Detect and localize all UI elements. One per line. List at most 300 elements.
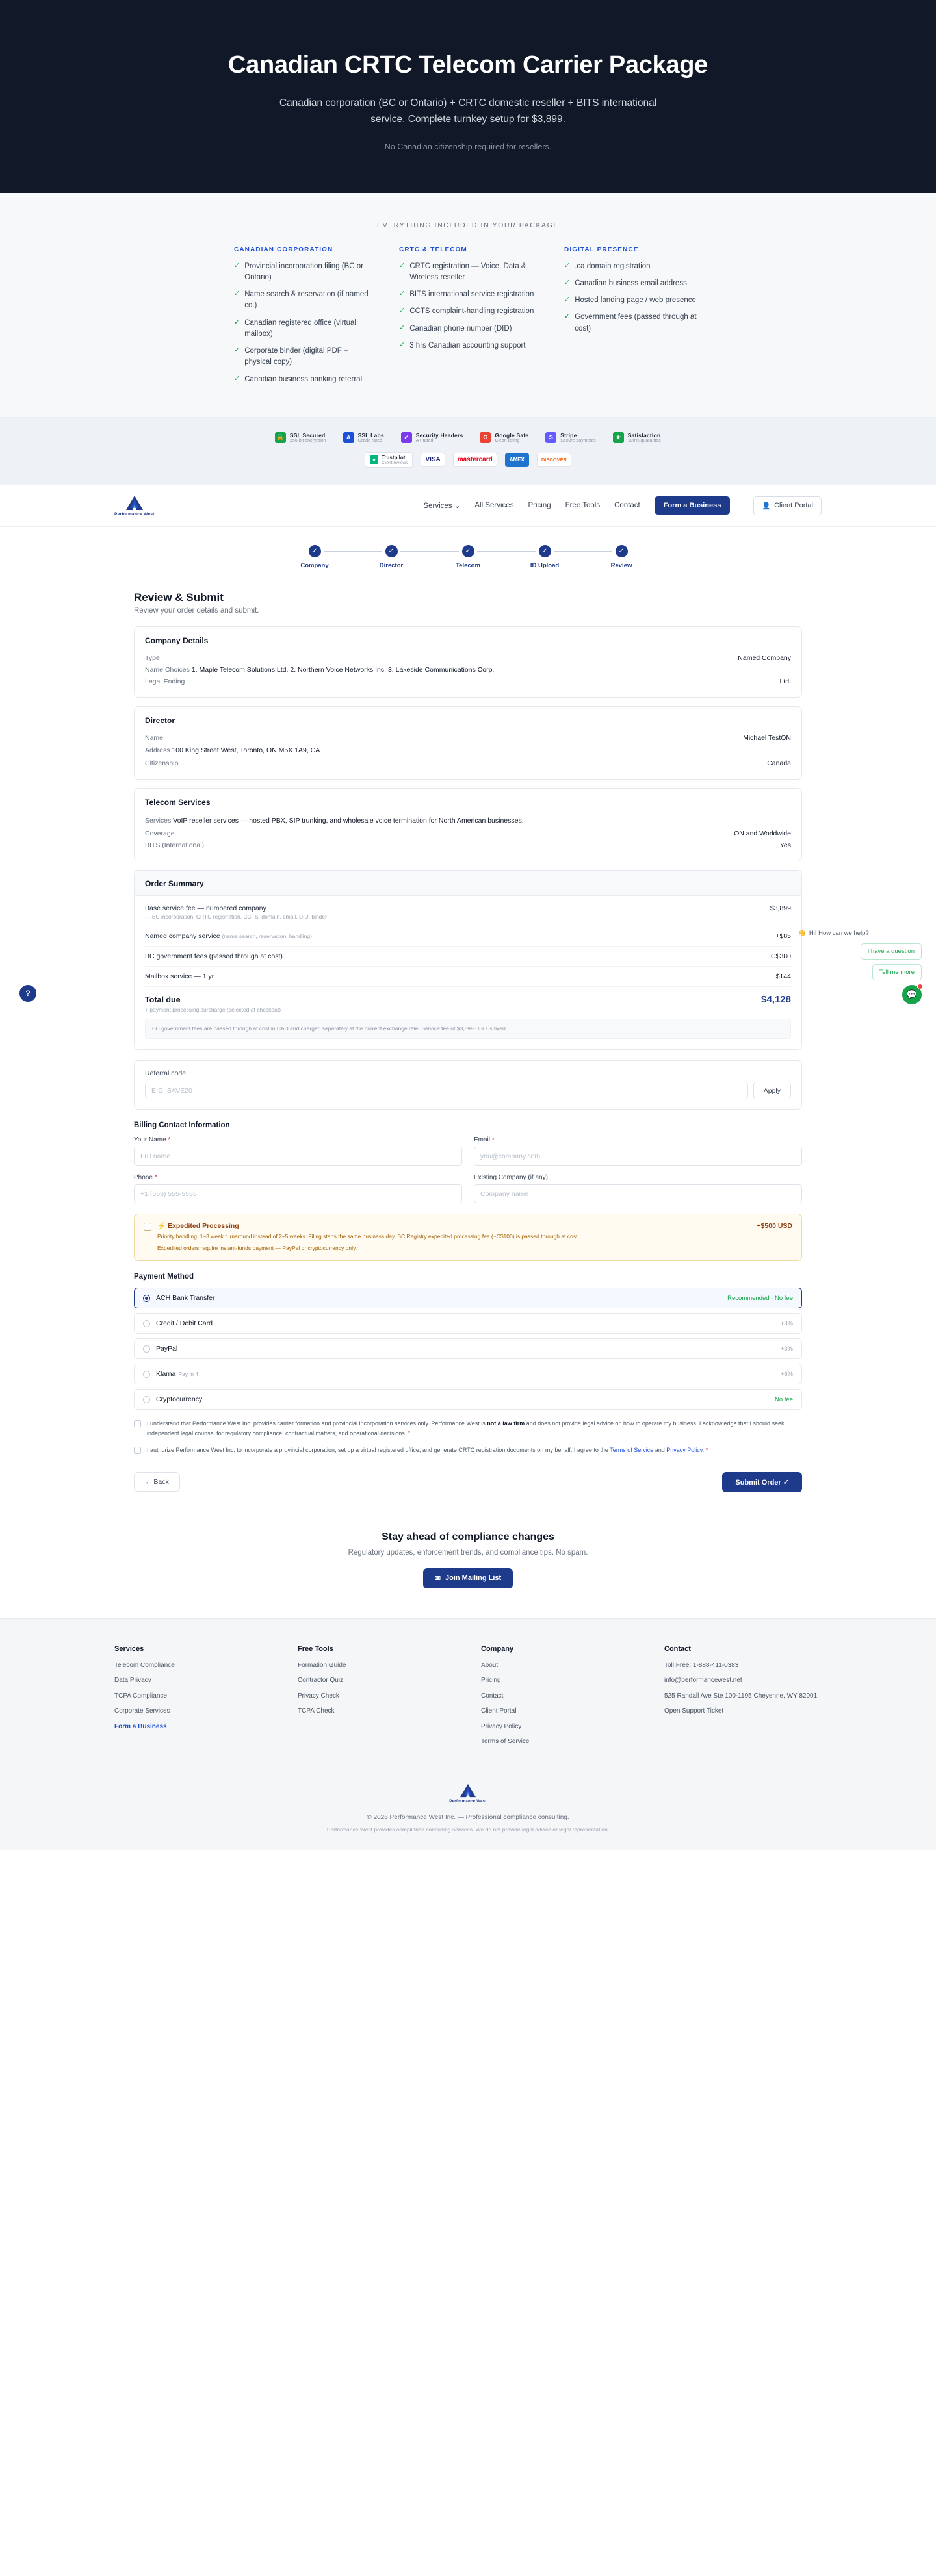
check-icon: ✓ <box>462 545 474 557</box>
footer-column-contact <box>664 1645 822 1753</box>
trust-badge-sub: Grade rated <box>358 438 382 443</box>
consent-text-2: and does not provide legal advice on how to operate my business. I acknowledge that I should seek independent legal counsel for regulatory compliance, contractual matters, and operational decisions. <box>147 1420 785 1437</box>
footer-column-company <box>481 1645 638 1753</box>
payment-option-crypto[interactable] <box>134 1389 802 1410</box>
package-item-label: Government fees (passed through at cost) <box>575 313 697 333</box>
footer-link-tcpa-check[interactable]: TCPA Check <box>298 1707 335 1715</box>
chat-unread-dot <box>917 984 923 989</box>
nav-item-free-tools[interactable]: Free Tools <box>565 502 601 510</box>
package-item-label: CCTS complaint-handling registration <box>410 307 534 316</box>
order-line-government-fees <box>145 947 791 967</box>
check-icon: ✓ <box>385 545 398 557</box>
hero-note: No Canadian citizenship required for resellers. <box>384 142 552 151</box>
package-item-label: Name search & reservation (if named co.) <box>244 290 369 310</box>
trustpilot-title: Trustpilot <box>381 454 406 461</box>
form-actions <box>134 1472 802 1499</box>
footer-email[interactable]: info@performancewest.net <box>664 1677 742 1685</box>
telecom-services-label: Services <box>145 817 172 825</box>
referral-label: Referral code <box>145 1069 187 1078</box>
footer-link-form-a-business[interactable]: Form a Business <box>114 1722 167 1730</box>
company-details-card <box>134 626 802 698</box>
package-item <box>564 312 702 335</box>
client-portal-button[interactable] <box>753 496 822 515</box>
payment-heading: Payment Method <box>134 1273 194 1281</box>
lock-icon: 🔒 <box>275 432 286 443</box>
footer-link-terms-of-service[interactable]: Terms of Service <box>481 1738 530 1746</box>
package-item <box>234 374 372 385</box>
payment-option-name: ACH Bank Transfer <box>156 1294 215 1303</box>
package-item-label: CRTC registration — Voice, Data & Wireless reseller <box>410 262 526 281</box>
check-icon: ✓ <box>564 261 571 270</box>
package-column-corporation <box>234 246 372 391</box>
page-subtitle: Review your order details and submit. <box>134 606 259 615</box>
chat-widget <box>798 930 922 1004</box>
star-icon: ★ <box>370 455 378 464</box>
legal-ending-row <box>145 676 791 687</box>
footer-link-corporate-services[interactable]: Corporate Services <box>114 1707 170 1715</box>
consent-checkbox[interactable] <box>134 1420 141 1427</box>
existing-company-input[interactable] <box>474 1184 802 1203</box>
footer-bottom <box>114 1814 822 1833</box>
submit-label: Submit Order <box>735 1478 781 1486</box>
order-summary-card <box>134 870 802 1050</box>
nav-item-label: Services <box>423 502 452 511</box>
radio-icon[interactable] <box>143 1345 150 1353</box>
package-item-label: BITS international service registration <box>410 290 534 299</box>
footer-phone: Toll Free: 1-888-411-0383 <box>664 1661 739 1669</box>
your-name-label: Your Name <box>134 1136 166 1144</box>
check-icon: ✓ <box>234 374 240 383</box>
expedited-checkbox[interactable] <box>144 1223 151 1231</box>
consent-joiner: and <box>653 1447 667 1454</box>
director-name-value: Michael TestON <box>743 733 791 742</box>
trust-badge-title: SSL Secured <box>289 431 326 439</box>
required-marker: * <box>705 1447 708 1454</box>
back-button[interactable]: ← Back <box>134 1472 180 1492</box>
package-item <box>399 340 537 351</box>
footer-link-about[interactable]: About <box>481 1661 499 1669</box>
hero-section <box>0 0 936 193</box>
footer-column-heading: Company <box>481 1644 514 1653</box>
discover-logo: DISCOVER <box>537 453 571 467</box>
radio-icon[interactable] <box>143 1396 150 1403</box>
step-company[interactable] <box>276 545 353 569</box>
check-icon: ✓ <box>399 290 406 298</box>
footer-link-contact[interactable]: Contact <box>481 1692 504 1700</box>
chat-launcher-button[interactable] <box>902 985 922 1004</box>
footer-column-free-tools <box>298 1645 455 1753</box>
footer-disclaimer: Performance West provides compliance consulting services. We do not provide legal advice or legal representation. <box>326 1826 610 1833</box>
step-label: ID Upload <box>530 561 560 569</box>
check-icon: ✓ <box>399 324 406 332</box>
package-item-label: Corporate binder (digital PDF + physical copy) <box>244 347 348 366</box>
form-a-business-button[interactable]: Form a Business <box>655 496 731 515</box>
package-item-label: Canadian phone number (DID) <box>410 324 512 333</box>
package-item <box>234 261 372 284</box>
expedited-description-1: Priority handling. 1–3 week turnaround instead of 2–5 weeks. Filing starts the same business day. BC Registry expedited processing fee (~C$100) is passed through at cost. <box>157 1233 579 1240</box>
company-type-row <box>145 652 791 664</box>
package-section <box>0 193 936 418</box>
name-choice-item: 2. Northern Voice Networks Inc. <box>290 665 387 674</box>
stripe-icon: S <box>545 432 556 443</box>
check-icon: ✓ <box>399 340 406 349</box>
order-line-sub: — BC incorporation, CRTC registration, CCTS, domain, email, DID, binder <box>145 913 327 921</box>
name-choice-item: 1. Maple Telecom Solutions Ltd. <box>191 665 289 674</box>
company-type-label: Type <box>145 654 160 662</box>
referral-code-input[interactable] <box>145 1082 748 1099</box>
payment-option-ach[interactable] <box>134 1288 802 1308</box>
required-marker: * <box>154 1174 157 1182</box>
footer-link-privacy-check[interactable]: Privacy Check <box>298 1692 339 1700</box>
logo-mark-icon <box>460 1783 476 1798</box>
trust-badge-sub: Clean listing <box>495 438 520 443</box>
hero-title: Canadian CRTC Telecom Carrier Package <box>228 51 708 79</box>
order-line-named-company <box>145 926 791 947</box>
package-column-heading: CANADIAN CORPORATION <box>234 246 333 253</box>
trust-badge-security-headers <box>401 432 463 443</box>
checkout-content <box>0 527 936 1499</box>
order-total-note: + payment processing surcharge (selected at checkout) <box>145 1006 281 1014</box>
your-name-input[interactable] <box>134 1147 462 1166</box>
footer-column-services <box>114 1645 272 1753</box>
phone-input[interactable] <box>134 1184 462 1203</box>
trust-badge-ssl-secured <box>275 432 326 443</box>
chat-greeting-text: Hi! How can we help? <box>809 929 869 937</box>
trust-badge-title: Security Headers <box>415 431 463 439</box>
required-marker: * <box>408 1430 411 1437</box>
footer-link-telecom-compliance[interactable]: Telecom Compliance <box>114 1661 175 1669</box>
footer-link-formation-guide[interactable]: Formation Guide <box>298 1661 346 1669</box>
main-navigation <box>0 485 936 527</box>
submit-order-button[interactable]: Submit Order ✓ <box>722 1472 802 1492</box>
chevron-down-icon: ⌄ <box>454 502 461 511</box>
order-line-name: Base service fee — numbered company <box>145 904 266 913</box>
expedited-processing-option[interactable] <box>134 1214 802 1261</box>
step-label: Telecom <box>456 561 480 569</box>
expedited-title: Expedited Processing <box>168 1222 239 1231</box>
package-item-label: .ca domain registration <box>575 262 651 270</box>
field-email <box>474 1136 802 1166</box>
director-address-label: Address <box>145 746 170 754</box>
order-line-note: (name search, reservation, handling) <box>222 933 312 940</box>
name-choices-row <box>145 664 791 676</box>
trust-badge-title: SSL Labs <box>358 431 384 439</box>
logo[interactable] <box>114 495 155 516</box>
amex-logo: AMEX <box>505 453 529 467</box>
package-item <box>399 289 537 300</box>
footer-address: 525 Randall Ave Ste 100-1195 Cheyenne, WY 82001 <box>664 1692 818 1700</box>
package-item <box>234 289 372 312</box>
billing-form <box>134 1136 802 1203</box>
required-marker: * <box>491 1136 495 1144</box>
trust-badge-sub: 256-bit encryption <box>289 438 326 443</box>
footer-logo-text: Performance West <box>449 1799 487 1804</box>
telecom-coverage-label: Coverage <box>145 830 175 838</box>
payment-option-tag: +6% <box>780 1370 793 1378</box>
payment-option-tag: No fee <box>775 1396 793 1403</box>
email-label: Email <box>474 1136 491 1144</box>
order-line-amount: +$85 <box>775 932 791 941</box>
payment-option-name: Klarna <box>156 1370 176 1379</box>
order-summary-heading: Order Summary <box>135 871 801 896</box>
progress-stepper <box>114 527 822 583</box>
trust-badge-google-safe <box>480 432 528 443</box>
trust-badge-row <box>26 432 910 443</box>
package-item-label: Canadian business banking referral <box>244 375 363 383</box>
footer-copyright: © 2026 Performance West Inc. — Professional compliance consulting. <box>367 1813 569 1821</box>
consent-text-1: I understand that Performance West Inc. provides carrier formation and provincial incorporation services only. Performance West is <box>147 1420 488 1427</box>
package-column-digital <box>564 246 702 391</box>
footer-link-pricing[interactable]: Pricing <box>481 1677 501 1685</box>
package-item-label: Canadian registered office (virtual mailbox) <box>244 318 356 338</box>
footer-columns <box>114 1645 822 1753</box>
package-item-label: 3 hrs Canadian accounting support <box>410 341 526 350</box>
radio-icon[interactable] <box>143 1320 150 1327</box>
chat-greeting <box>798 930 922 937</box>
telecom-services-row <box>145 814 791 828</box>
footer-link-data-privacy[interactable]: Data Privacy <box>114 1677 151 1685</box>
order-line-name: Named company service <box>145 932 220 941</box>
order-line-amount: ~C$380 <box>766 952 791 961</box>
check-icon: ✓ <box>564 312 571 321</box>
check-icon: ✓ <box>309 545 321 557</box>
payment-method-list <box>134 1288 802 1410</box>
check-icon: ✓ <box>399 261 406 270</box>
package-item <box>399 261 537 284</box>
step-review[interactable] <box>583 545 660 569</box>
back-label: Back <box>153 1478 169 1486</box>
chat-quick-reply-question[interactable]: I have a question <box>861 943 922 960</box>
name-choices-label: Name Choices <box>145 665 190 674</box>
package-item <box>564 261 702 272</box>
package-item <box>399 306 537 317</box>
newsletter-subtitle: Regulatory updates, enforcement trends, and compliance tips. No spam. <box>348 1548 588 1557</box>
footer-link-client-portal[interactable]: Client Portal <box>481 1707 517 1715</box>
package-column-heading: DIGITAL PRESENCE <box>564 246 639 253</box>
nav-item-all-services[interactable]: All Services <box>474 502 514 510</box>
newsletter-title: Stay ahead of compliance changes <box>382 1531 554 1542</box>
payment-option-name: Credit / Debit Card <box>156 1320 213 1328</box>
order-total-row <box>145 987 791 1006</box>
package-column-telecom <box>399 246 537 391</box>
page-title: Review & Submit <box>134 591 224 604</box>
legal-ending-value: Ltd. <box>779 677 791 685</box>
director-address-value: 100 King Street West, Toronto, ON M5X 1A9, CA <box>172 746 320 754</box>
step-director[interactable] <box>353 545 430 569</box>
package-item <box>234 318 372 340</box>
trust-badge-stripe <box>545 432 595 443</box>
nav-item-contact[interactable]: Contact <box>614 502 640 510</box>
order-line-amount: $144 <box>775 973 791 981</box>
director-heading: Director <box>145 715 176 725</box>
order-total-amount: $4,128 <box>761 994 791 1006</box>
phone-label: Phone <box>134 1174 153 1182</box>
package-item-label: Canadian business email address <box>575 279 687 287</box>
step-id-upload[interactable] <box>506 545 583 569</box>
order-line-base-fee <box>145 899 791 926</box>
package-column-heading: CRTC & TELECOM <box>399 246 467 253</box>
director-address-row <box>145 744 791 758</box>
order-line-amount: $3,899 <box>770 904 791 913</box>
email-input[interactable] <box>474 1147 802 1166</box>
trustpilot-sub: Client reviews <box>381 460 408 465</box>
field-your-name <box>134 1136 462 1166</box>
payment-option-tag: +3% <box>780 1345 793 1353</box>
trust-badge-satisfaction <box>613 432 661 443</box>
footer-column-heading: Contact <box>664 1644 691 1653</box>
package-item <box>564 295 702 306</box>
package-item-label: Hosted landing page / web presence <box>575 296 696 305</box>
trust-badge-sub: Secure payments <box>560 438 596 443</box>
referral-row <box>145 1082 791 1099</box>
footer-link-support-ticket[interactable]: Open Support Ticket <box>664 1707 724 1715</box>
package-item <box>564 278 702 289</box>
site-footer <box>0 1618 936 1850</box>
check-icon: ✓ <box>564 278 571 287</box>
field-existing-company <box>474 1174 802 1203</box>
user-icon: 👤 <box>762 502 772 510</box>
newsletter-section <box>0 1499 936 1618</box>
director-card <box>134 706 802 780</box>
telecom-heading: Telecom Services <box>145 798 211 808</box>
footer-link-tcpa-compliance[interactable]: TCPA Compliance <box>114 1692 167 1700</box>
lightning-icon: ⚡ <box>157 1222 166 1231</box>
payment-option-tag: Recommended · No fee <box>727 1294 793 1302</box>
telecom-bits-label: BITS (International) <box>145 841 205 850</box>
telecom-bits-value: Yes <box>779 841 791 850</box>
check-icon: ✓ <box>234 290 240 298</box>
legal-ending-label: Legal Ending <box>145 677 185 685</box>
payment-option-card[interactable] <box>134 1313 802 1334</box>
join-mailing-list-label: Join Mailing List <box>445 1574 502 1583</box>
footer-link-privacy-policy[interactable]: Privacy Policy <box>481 1722 522 1730</box>
package-eyebrow: EVERYTHING INCLUDED IN YOUR PACKAGE <box>376 221 560 229</box>
consent-text-2: . <box>702 1447 705 1454</box>
order-summary-body <box>135 896 801 1049</box>
payment-option-name: PayPal <box>156 1345 178 1353</box>
field-phone <box>134 1174 462 1203</box>
order-line-name: BC government fees (passed through at cost) <box>145 952 283 961</box>
company-type-value: Named Company <box>738 654 791 662</box>
trust-badge-sub: 100% guarantee <box>627 438 662 443</box>
consent-checkbox[interactable] <box>134 1447 141 1454</box>
check-icon: ✓ <box>234 261 240 270</box>
payment-option-tag: +3% <box>780 1320 793 1327</box>
director-citizenship-row <box>145 758 791 769</box>
shield-icon: A <box>343 432 354 443</box>
consent-bold: not a law firm <box>487 1420 525 1427</box>
order-line-name: Mailbox service — 1 yr <box>145 973 214 981</box>
radio-icon[interactable] <box>143 1295 150 1302</box>
mastercard-logo: mastercard <box>453 453 497 467</box>
check-icon: ✓ <box>399 307 406 315</box>
director-name-label: Name <box>145 733 164 742</box>
trust-badge-sub: A+ rated <box>415 438 434 443</box>
step-label: Company <box>300 561 329 569</box>
trust-section <box>0 418 936 485</box>
package-columns <box>234 246 702 391</box>
chat-bubble-icon: 💬 <box>906 989 918 999</box>
order-fx-note: BC government fees are passed through at cost in CAD and charged separately at the current exchange rate. Service fee of $3,899 USD is fixed. <box>145 1019 791 1039</box>
trust-badge-title: Satisfaction <box>627 431 661 439</box>
visa-logo: VISA <box>421 453 445 467</box>
hero-subtitle: Canadian corporation (BC or Ontario) + CRTC domestic reseller + BITS international service. Complete turnkey setup for $3,899. <box>279 97 657 125</box>
existing-company-label: Existing Company (if any) <box>474 1174 548 1182</box>
telecom-services-value: VoIP reseller services — hosted PBX, SIP trunking, and wholesale voice termination for North American businesses. <box>173 817 524 825</box>
director-name-row <box>145 732 791 744</box>
nav-item-pricing[interactable]: Pricing <box>528 502 551 510</box>
footer-link-contractor-quiz[interactable]: Contractor Quiz <box>298 1677 344 1685</box>
order-line-mailbox <box>145 967 791 987</box>
join-mailing-list-button[interactable] <box>423 1568 513 1588</box>
terms-of-service-link[interactable]: Terms of Service <box>610 1447 654 1454</box>
name-choice-item: 3. Lakeside Communications Corp. <box>387 665 495 674</box>
apply-referral-button[interactable]: Apply <box>753 1082 791 1099</box>
billing-heading: Billing Contact Information <box>134 1121 230 1130</box>
check-icon: ✓ <box>401 432 412 443</box>
footer-column-heading: Services <box>114 1644 144 1653</box>
wave-icon: 👋 <box>798 929 806 937</box>
client-portal-label: Client Portal <box>774 502 813 510</box>
trust-badge-title: Google Safe <box>495 431 529 439</box>
consent-authorization[interactable] <box>134 1446 802 1455</box>
trust-badge-ssl-labs <box>343 432 384 443</box>
envelope-icon: ✉ <box>434 1574 441 1583</box>
trust-badge-title: Stripe <box>560 431 577 439</box>
check-icon: ✓ <box>539 545 551 557</box>
trustpilot-badge <box>365 452 413 468</box>
nav-item-services[interactable] <box>423 501 460 510</box>
director-citizenship-value: Canada <box>767 759 791 768</box>
expedited-description-2: Expedited orders require instant-funds payment — PayPal or cryptocurrency only. <box>157 1244 357 1251</box>
telecom-services-card <box>134 788 802 861</box>
check-icon: ✓ <box>234 346 240 355</box>
director-citizenship-label: Citizenship <box>145 759 179 768</box>
chat-quick-reply-more[interactable]: Tell me more <box>872 964 922 980</box>
help-button[interactable]: ? <box>20 985 36 1002</box>
order-total-label: Total due <box>145 995 181 1005</box>
telecom-coverage-value: ON and Worldwide <box>734 830 791 838</box>
package-item <box>399 324 537 335</box>
check-icon: ✓ <box>564 296 571 304</box>
payment-option-paypal[interactable] <box>134 1338 802 1359</box>
check-icon: ✓ <box>616 545 628 557</box>
package-item-label: Provincial incorporation filing (BC or Ontario) <box>244 262 364 281</box>
payment-option-note: Pay in 4 <box>178 1371 199 1378</box>
step-telecom[interactable] <box>430 545 506 569</box>
consent-text-1: I authorize Performance West Inc. to incorporate a provincial corporation, set up a virtual registered office, and generate CRTC registration documents on my behalf. I agree to the <box>147 1447 610 1454</box>
logo-text: Performance West <box>114 511 155 516</box>
footer-column-heading: Free Tools <box>298 1644 333 1653</box>
step-label: Review <box>610 561 632 569</box>
step-label: Director <box>379 561 404 569</box>
consent-not-a-law-firm[interactable] <box>134 1419 802 1438</box>
radio-icon[interactable] <box>143 1371 150 1378</box>
referral-card <box>134 1060 802 1110</box>
telecom-bits-row <box>145 839 791 851</box>
nav-links <box>423 496 822 515</box>
google-icon: G <box>480 432 491 443</box>
star-icon: ★ <box>613 432 624 443</box>
logo-mark-icon <box>125 495 144 511</box>
package-item <box>234 346 372 368</box>
footer-logo <box>114 1783 822 1804</box>
payment-option-klarna[interactable] <box>134 1364 802 1384</box>
expedited-price: +$500 USD <box>757 1222 792 1231</box>
privacy-policy-link[interactable]: Privacy Policy <box>666 1447 703 1454</box>
required-marker: * <box>168 1136 171 1144</box>
payment-option-name: Cryptocurrency <box>156 1396 203 1404</box>
